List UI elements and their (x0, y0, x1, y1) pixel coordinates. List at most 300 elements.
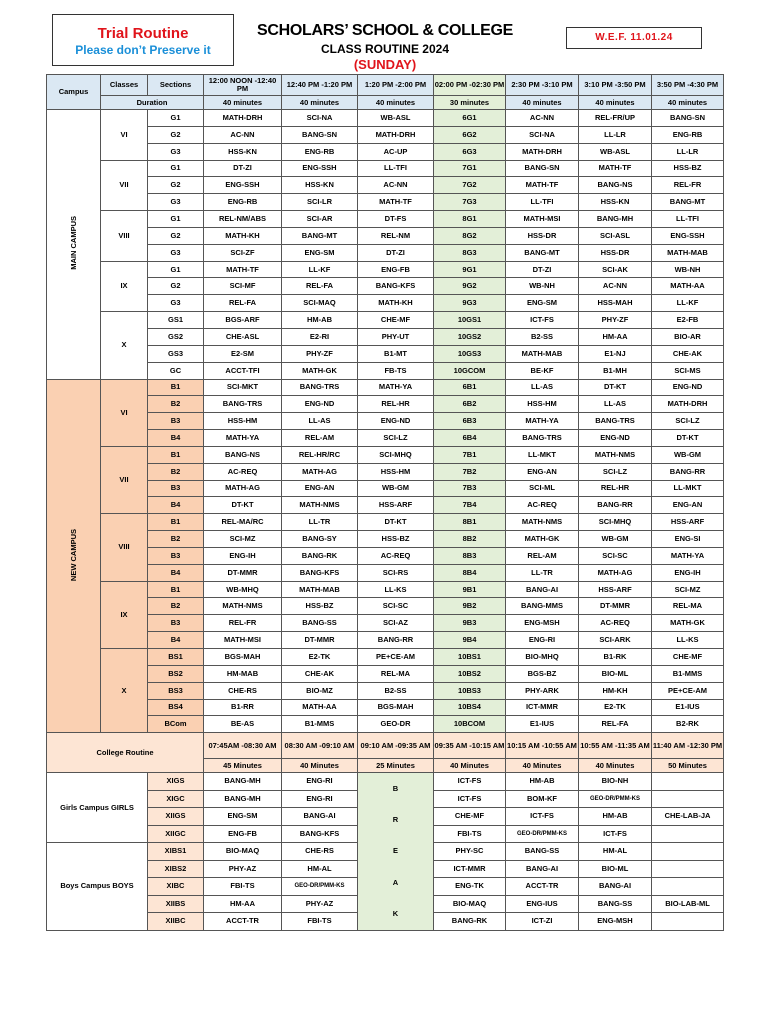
subject-cell: MATH-GK (652, 615, 724, 632)
table-row (47, 345, 724, 362)
subject-cell: ENG-AN (652, 497, 724, 514)
subject-cell: BANG-RR (579, 497, 652, 514)
subject-cell: AC-NN (358, 177, 434, 194)
subject-cell: WB-MHQ (204, 581, 282, 598)
subject-cell: HSS-BZ (652, 160, 724, 177)
subject-cell: MATH-DRH (358, 126, 434, 143)
college-section-name: XIBC (148, 878, 204, 896)
subject-cell: SCI-ML (506, 480, 579, 497)
break-letter: E (392, 846, 398, 856)
subject-cell: MATH-AA (282, 699, 358, 716)
subject-cell: BIO-MZ (282, 682, 358, 699)
table-row (47, 716, 724, 733)
campus-name-label: MAIN CAMPUS (68, 216, 78, 271)
break-letter: K (392, 909, 399, 919)
college-period-duration: 50 Minutes (652, 759, 724, 773)
subject-cell: SCI-MHQ (579, 514, 652, 531)
section-name: B2 (148, 531, 204, 548)
subject-cell: SCI-LZ (579, 463, 652, 480)
college-subject-cell: BANG-AI (506, 860, 579, 878)
college-period-time: 10:55 AM -11:35 AM (579, 733, 652, 759)
table-row (47, 312, 724, 329)
subject-cell: BANG-NS (579, 177, 652, 194)
subject-cell: B1-MT (358, 345, 434, 362)
table-row (47, 497, 724, 514)
college-subject-cell: ENG-MSH (579, 913, 652, 931)
table-row (47, 75, 724, 96)
subject-cell: AC-REQ (204, 463, 282, 480)
subject-cell: ENG-SM (506, 295, 579, 312)
section-name: G1 (148, 261, 204, 278)
subject-cell: LL-TFI (652, 211, 724, 228)
subject-cell: BANG-AI (506, 581, 579, 598)
section-name: BS4 (148, 699, 204, 716)
college-subject-cell: BOM-KF (506, 790, 579, 808)
subject-cell: CHE-ASL (204, 328, 282, 345)
subject-cell: PE+CE-AM (652, 682, 724, 699)
college-subject-cell: ACCT-TR (204, 913, 282, 931)
college-group-name: Girls Campus GIRLS (47, 773, 148, 843)
period-time: 2:30 PM -3:10 PM (506, 75, 579, 96)
subject-cell: HSS-ARF (358, 497, 434, 514)
subject-cell: B2-RK (652, 716, 724, 733)
college-section-name: XIBS1 (148, 843, 204, 861)
table-row (47, 244, 724, 261)
subject-cell: DT-KT (579, 379, 652, 396)
subject-cell: LL-TR (506, 564, 579, 581)
subject-cell: SCI-LR (282, 194, 358, 211)
subject-cell: ENG-IH (652, 564, 724, 581)
notice-subtitle: Please don’t Preserve it (75, 43, 211, 57)
college-subject-cell: FBI-TS (282, 913, 358, 931)
section-name: BS1 (148, 649, 204, 666)
subject-cell: MATH-AG (282, 463, 358, 480)
subject-cell: MATH-MAB (506, 345, 579, 362)
subject-cell: MATH-AG (204, 480, 282, 497)
subject-cell: HM-KH (579, 682, 652, 699)
table-row (47, 211, 724, 228)
college-subject-cell: HM-AA (204, 895, 282, 913)
section-code: 8G1 (434, 211, 506, 228)
subject-cell: REL-HR (358, 396, 434, 413)
college-subject-cell (652, 773, 724, 791)
table-row (47, 194, 724, 211)
subject-cell: MATH-DRH (204, 110, 282, 127)
table-row (47, 396, 724, 413)
subject-cell: SCI-MZ (204, 531, 282, 548)
table-row (47, 96, 724, 110)
section-name: B3 (148, 547, 204, 564)
break-column (358, 773, 434, 931)
college-subject-cell: FBI-TS (204, 878, 282, 896)
subject-cell: BE-AS (204, 716, 282, 733)
table-row (47, 126, 724, 143)
section-code: 6B4 (434, 430, 506, 447)
class-name: IX (101, 261, 148, 312)
subject-cell: E1-IUS (652, 699, 724, 716)
section-code: 9B4 (434, 632, 506, 649)
period-time: 1:20 PM -2:00 PM (358, 75, 434, 96)
subject-cell: BANG-TRS (204, 396, 282, 413)
college-subject-cell: BIO-NH (579, 773, 652, 791)
subject-cell: HSS-BZ (358, 531, 434, 548)
class-name: VI (101, 110, 148, 161)
subject-cell: BGS-BZ (506, 665, 579, 682)
subject-cell: DT-ZI (204, 160, 282, 177)
subject-cell: B1-MMS (282, 716, 358, 733)
section-code: 8G2 (434, 227, 506, 244)
subject-cell: REL-FR (652, 177, 724, 194)
table-row (47, 699, 724, 716)
subject-cell: MATH-TF (204, 261, 282, 278)
subject-cell: BANG-SN (282, 126, 358, 143)
subject-cell: REL-NM (358, 227, 434, 244)
class-name: IX (101, 581, 148, 648)
college-subject-cell (652, 913, 724, 931)
subject-cell: LL-LR (652, 143, 724, 160)
section-name: B1 (148, 446, 204, 463)
college-period-time: 07:45AM -08:30 AM (204, 733, 282, 759)
subject-cell: SCI-ZF (204, 244, 282, 261)
college-subject-cell: HM-AL (282, 860, 358, 878)
table-row (47, 143, 724, 160)
subject-cell: PHY-ARK (506, 682, 579, 699)
break-letter: B (392, 783, 399, 793)
section-name: G1 (148, 110, 204, 127)
subject-cell: BGS-MAH (358, 699, 434, 716)
table-row (47, 665, 724, 682)
subject-cell: SCI-MZ (652, 581, 724, 598)
subject-cell: MATH-NMS (204, 598, 282, 615)
campus-header: Campus (47, 75, 101, 110)
subject-cell: SCI-SC (358, 598, 434, 615)
campus-name (47, 379, 101, 733)
subject-cell: CHE-MF (358, 312, 434, 329)
break-letter: R (392, 815, 399, 825)
college-period-duration: 40 Minutes (506, 759, 579, 773)
subject-cell: WB-ASL (358, 110, 434, 127)
college-subject-cell: BIO-MAQ (204, 843, 282, 861)
subject-cell: MATH-TF (506, 177, 579, 194)
subject-cell: DT-MMR (204, 564, 282, 581)
table-row (47, 160, 724, 177)
class-name: X (101, 312, 148, 379)
table-row (47, 682, 724, 699)
subject-cell: MATH-KH (358, 295, 434, 312)
subject-cell: B1-RK (579, 649, 652, 666)
subject-cell: ENG-SSH (282, 160, 358, 177)
section-code: 6G2 (434, 126, 506, 143)
college-period-time: 11:40 AM -12:30 PM (652, 733, 724, 759)
section-code: 9B2 (434, 598, 506, 615)
subject-cell: E2-TK (282, 649, 358, 666)
subject-cell: MATH-AG (579, 564, 652, 581)
subject-cell: MATH-YA (358, 379, 434, 396)
table-row (47, 430, 724, 447)
college-section-name: XIGC (148, 790, 204, 808)
section-code: 7B1 (434, 446, 506, 463)
subject-cell: ENG-AN (282, 480, 358, 497)
subject-cell: BGS-MAH (204, 649, 282, 666)
subject-cell: B1-MH (579, 362, 652, 379)
subject-cell: CHE-RS (204, 682, 282, 699)
section-code: 6B2 (434, 396, 506, 413)
subject-cell: BANG-MT (506, 244, 579, 261)
subject-cell: E2-TK (579, 699, 652, 716)
table-row (47, 446, 724, 463)
table-row (47, 514, 724, 531)
college-subject-cell: CHE-RS (282, 843, 358, 861)
section-code: 10BCOM (434, 716, 506, 733)
subject-cell: MATH-NMS (579, 446, 652, 463)
subject-cell: MATH-YA (204, 430, 282, 447)
subject-cell: B2-SS (506, 328, 579, 345)
section-code: 10GS2 (434, 328, 506, 345)
subject-cell: ENG-SI (652, 531, 724, 548)
subject-cell: REL-FA (204, 295, 282, 312)
subject-cell: BANG-RR (358, 632, 434, 649)
subject-cell: MATH-GK (506, 531, 579, 548)
period-time: 02:00 PM -02:30 PM (434, 75, 506, 96)
subject-cell: PHY-UT (358, 328, 434, 345)
subject-cell: WB-NH (652, 261, 724, 278)
subject-cell: BANG-RK (282, 547, 358, 564)
section-code: 6B1 (434, 379, 506, 396)
subject-cell: SCI-AZ (358, 615, 434, 632)
subject-cell: ENG-AN (506, 463, 579, 480)
college-subject-cell: ICT-ZI (506, 913, 579, 931)
table-row (47, 379, 724, 396)
subject-cell: REL-FA (282, 278, 358, 295)
table-row (47, 328, 724, 345)
table-row (47, 362, 724, 379)
class-name: VII (101, 446, 148, 513)
subject-cell: B1-MMS (652, 665, 724, 682)
campus-name-label: NEW CAMPUS (68, 528, 78, 581)
subject-cell: LL-TFI (506, 194, 579, 211)
section-code: 8G3 (434, 244, 506, 261)
period-duration: 40 minutes (358, 96, 434, 110)
period-duration: 40 minutes (506, 96, 579, 110)
college-period-time: 09:10 AM -09:35 AM (358, 733, 434, 759)
subject-cell: ENG-ND (282, 396, 358, 413)
subject-cell: BGS-ARF (204, 312, 282, 329)
table-row (47, 261, 724, 278)
subject-cell: HSS-MAH (579, 295, 652, 312)
section-code: 6G3 (434, 143, 506, 160)
subject-cell: LL-LR (579, 126, 652, 143)
subject-cell: MATH-GK (282, 362, 358, 379)
subject-cell: WB-NH (506, 278, 579, 295)
subject-cell: HM-MAB (204, 665, 282, 682)
college-subject-cell: BANG-AI (282, 808, 358, 826)
college-subject-cell: GEO-DR/PMM-KS (579, 790, 652, 808)
class-name: VIII (101, 211, 148, 262)
subject-cell: E2-FB (652, 312, 724, 329)
subject-cell: ENG-ND (358, 413, 434, 430)
subject-cell: HSS-HM (506, 396, 579, 413)
section-code: 10GS3 (434, 345, 506, 362)
college-subject-cell: BANG-SS (579, 895, 652, 913)
college-period-duration: 40 Minutes (282, 759, 358, 773)
subject-cell: DT-ZI (506, 261, 579, 278)
subject-cell: HSS-KN (204, 143, 282, 160)
college-subject-cell: PHY-AZ (204, 860, 282, 878)
college-subject-cell: GEO-DR/PMM-KS (506, 825, 579, 843)
subject-cell: SCI-RS (358, 564, 434, 581)
subject-cell: SCI-ARK (579, 632, 652, 649)
subject-cell: BANG-MT (652, 194, 724, 211)
subject-cell: SCI-MS (652, 362, 724, 379)
subject-cell: LL-KF (282, 261, 358, 278)
college-subject-cell: ENG-FB (204, 825, 282, 843)
subject-cell: LL-KF (652, 295, 724, 312)
table-row (47, 773, 724, 791)
subject-cell: REL-HR (579, 480, 652, 497)
subject-cell: REL-FR/UP (579, 110, 652, 127)
college-group-name: Boys Campus BOYS (47, 843, 148, 931)
table-row (47, 278, 724, 295)
college-period-time: 08:30 AM -09:10 AM (282, 733, 358, 759)
subject-cell: REL-MA/RC (204, 514, 282, 531)
section-code: 8B3 (434, 547, 506, 564)
subject-cell: B2-SS (358, 682, 434, 699)
college-period-duration: 45 Minutes (204, 759, 282, 773)
subject-cell: BANG-RR (652, 463, 724, 480)
class-routine-table (46, 74, 724, 931)
subject-cell: ENG-RB (204, 194, 282, 211)
section-name: BS2 (148, 665, 204, 682)
subject-cell: ENG-RB (282, 143, 358, 160)
section-code: 6G1 (434, 110, 506, 127)
table-row (47, 480, 724, 497)
subject-cell: E2-SM (204, 345, 282, 362)
subject-cell: SCI-LZ (358, 430, 434, 447)
section-name: BS3 (148, 682, 204, 699)
table-row (47, 413, 724, 430)
college-subject-cell: BANG-MH (204, 790, 282, 808)
college-subject-cell: ICT-FS (434, 790, 506, 808)
college-subject-cell: BIO-LAB-ML (652, 895, 724, 913)
subject-cell: HSS-ARF (652, 514, 724, 531)
section-name: B3 (148, 480, 204, 497)
subject-cell: SCI-AK (579, 261, 652, 278)
subject-cell: HM-AA (579, 328, 652, 345)
college-subject-cell: GEO-DR/PMM-KS (282, 878, 358, 896)
subject-cell: LL-AS (579, 396, 652, 413)
subject-cell: ICT-FS (506, 312, 579, 329)
section-name: G2 (148, 278, 204, 295)
section-name: G1 (148, 211, 204, 228)
subject-cell: REL-FA (579, 716, 652, 733)
period-time: 12:00 NOON -12:40 PM (204, 75, 282, 96)
subject-cell: SCI-ASL (579, 227, 652, 244)
subject-cell: REL-FR (204, 615, 282, 632)
college-routine-label: College Routine (47, 733, 204, 773)
subject-cell: BANG-TRS (282, 379, 358, 396)
college-section-name: XIGS (148, 773, 204, 791)
section-code: 8B2 (434, 531, 506, 548)
subject-cell: SCI-NA (506, 126, 579, 143)
subject-cell: BANG-NS (204, 446, 282, 463)
college-subject-cell: BIO-ML (579, 860, 652, 878)
subject-cell: CHE-AK (282, 665, 358, 682)
college-subject-cell: BANG-KFS (282, 825, 358, 843)
effective-date: W.E.F. 11.01.24 (566, 27, 702, 49)
college-subject-cell: ICT-FS (579, 825, 652, 843)
subject-cell: MATH-NMS (506, 514, 579, 531)
subject-cell: ENG-ND (579, 430, 652, 447)
subject-cell: BANG-MMS (506, 598, 579, 615)
subject-cell: HSS-DR (506, 227, 579, 244)
classes-header: Classes (101, 75, 148, 96)
subject-cell: DT-KT (204, 497, 282, 514)
section-name: B4 (148, 564, 204, 581)
section-code: 10BS2 (434, 665, 506, 682)
subject-cell: AC-UP (358, 143, 434, 160)
subject-cell: BANG-SN (506, 160, 579, 177)
subject-cell: LL-KS (358, 581, 434, 598)
subject-cell: MATH-TF (358, 194, 434, 211)
section-name: B1 (148, 581, 204, 598)
section-name: GS3 (148, 345, 204, 362)
table-row (47, 547, 724, 564)
trial-routine-notice (52, 14, 234, 66)
section-code: 7B3 (434, 480, 506, 497)
subject-cell: LL-TR (282, 514, 358, 531)
subject-cell: BANG-TRS (506, 430, 579, 447)
subject-cell: AC-REQ (579, 615, 652, 632)
subject-cell: REL-NM/ABS (204, 211, 282, 228)
subject-cell: SCI-LZ (652, 413, 724, 430)
subject-cell: SCI-SC (579, 547, 652, 564)
table-row (47, 110, 724, 127)
section-name: B2 (148, 463, 204, 480)
subject-cell: BANG-SN (652, 110, 724, 127)
subject-cell: MATH-YA (652, 547, 724, 564)
period-duration: 40 minutes (282, 96, 358, 110)
college-subject-cell: ENG-SM (204, 808, 282, 826)
college-subject-cell: ENG-RI (282, 790, 358, 808)
subject-cell: HSS-KN (579, 194, 652, 211)
subject-cell: E1-NJ (579, 345, 652, 362)
table-row (47, 564, 724, 581)
subject-cell: E2-RI (282, 328, 358, 345)
subject-cell: HM-AB (282, 312, 358, 329)
section-code: 10BS1 (434, 649, 506, 666)
subject-cell: REL-AM (282, 430, 358, 447)
table-row (47, 615, 724, 632)
college-subject-cell: CHE-LAB-JA (652, 808, 724, 826)
table-row (47, 295, 724, 312)
section-name: GC (148, 362, 204, 379)
subject-cell: BANG-SS (282, 615, 358, 632)
section-code: 7G2 (434, 177, 506, 194)
section-code: 10GCOM (434, 362, 506, 379)
subject-cell: SCI-AR (282, 211, 358, 228)
section-name: B4 (148, 430, 204, 447)
section-name: G2 (148, 126, 204, 143)
duration-header: Duration (101, 96, 204, 110)
routine-title: CLASS ROUTINE 2024 (320, 42, 450, 56)
section-code: 9G3 (434, 295, 506, 312)
period-duration: 40 minutes (204, 96, 282, 110)
period-time: 12:40 PM -1:20 PM (282, 75, 358, 96)
subject-cell: LL-TFI (358, 160, 434, 177)
subject-cell: BANG-SY (282, 531, 358, 548)
period-duration: 40 minutes (652, 96, 724, 110)
subject-cell: PHY-ZF (579, 312, 652, 329)
